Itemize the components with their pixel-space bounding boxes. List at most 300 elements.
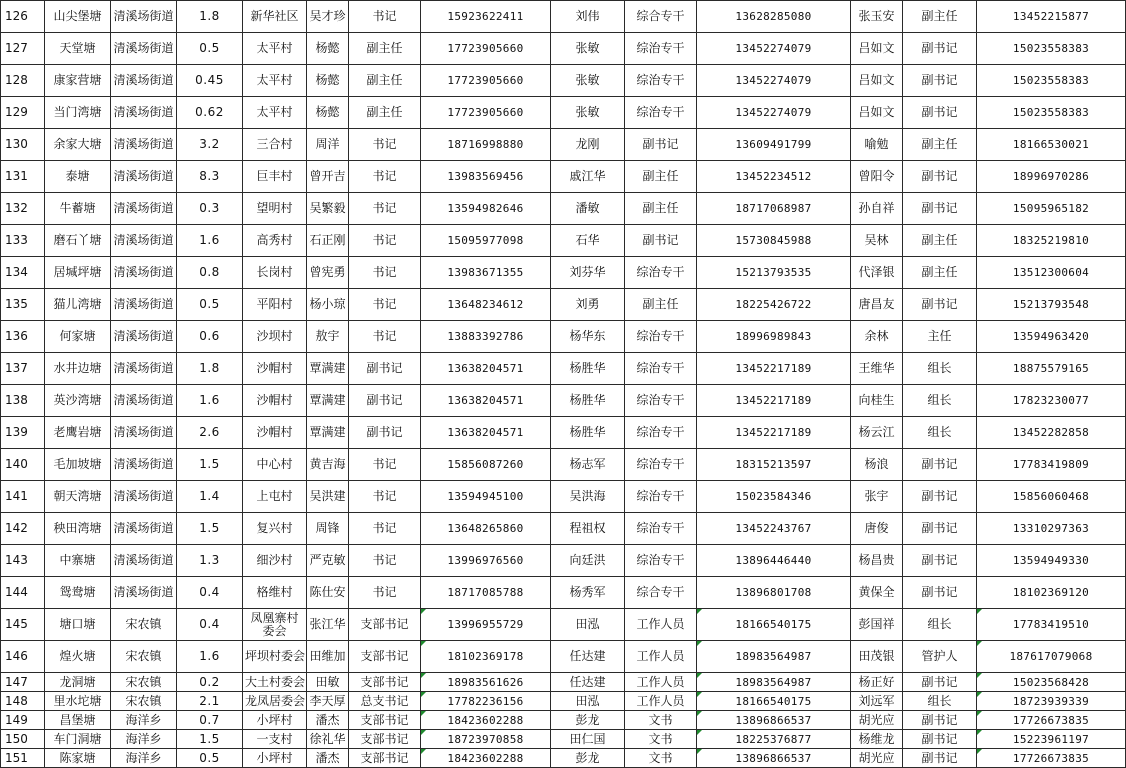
cell-officer-phone[interactable]: 18717068987	[697, 193, 851, 225]
cell-leader-phone[interactable]: 18716998880	[421, 129, 551, 161]
cell-town[interactable]: 清溪场街道	[111, 65, 177, 97]
cell-officer-name[interactable]: 任达建	[551, 673, 625, 692]
cell-pond-name[interactable]: 鸳鸯塘	[45, 577, 111, 609]
cell-leader-phone[interactable]: 13883392786	[421, 321, 551, 353]
cell-keeper-name[interactable]: 王维华	[851, 353, 903, 385]
cell-pond-name[interactable]: 煌火塘	[45, 641, 111, 673]
cell-keeper-name[interactable]: 杨浪	[851, 449, 903, 481]
cell-area[interactable]: 1.6	[177, 225, 243, 257]
cell-town[interactable]: 清溪场街道	[111, 97, 177, 129]
cell-leader-name[interactable]: 徐礼华	[307, 730, 349, 749]
cell-leader-title[interactable]: 书记	[349, 577, 421, 609]
cell-leader-phone[interactable]: 13983569456	[421, 161, 551, 193]
cell-village[interactable]: 三合村	[243, 129, 307, 161]
cell-row-number[interactable]: 151	[1, 749, 45, 768]
cell-village[interactable]: 太平村	[243, 65, 307, 97]
cell-row-number[interactable]: 140	[1, 449, 45, 481]
cell-pond-name[interactable]: 塘口塘	[45, 609, 111, 641]
cell-keeper-title[interactable]: 副书记	[903, 481, 977, 513]
cell-area[interactable]: 0.5	[177, 749, 243, 768]
cell-area[interactable]: 0.5	[177, 289, 243, 321]
cell-keeper-title[interactable]: 副书记	[903, 289, 977, 321]
cell-officer-title[interactable]: 副主任	[625, 193, 697, 225]
cell-village[interactable]: 龙凤居委会	[243, 692, 307, 711]
cell-officer-title[interactable]: 副书记	[625, 225, 697, 257]
cell-officer-phone[interactable]: 13896801708	[697, 577, 851, 609]
cell-keeper-name[interactable]: 余林	[851, 321, 903, 353]
cell-keeper-phone[interactable]: 18102369120	[977, 577, 1126, 609]
cell-keeper-phone[interactable]: 15023558383	[977, 65, 1126, 97]
cell-leader-title[interactable]: 副书记	[349, 417, 421, 449]
cell-pond-name[interactable]: 龙洞塘	[45, 673, 111, 692]
cell-keeper-phone[interactable]: 15023558383	[977, 33, 1126, 65]
cell-leader-phone[interactable]: 18723970858	[421, 730, 551, 749]
cell-keeper-name[interactable]: 杨昌贵	[851, 545, 903, 577]
cell-leader-phone[interactable]: 13648265860	[421, 513, 551, 545]
cell-officer-title[interactable]: 综治专干	[625, 481, 697, 513]
cell-pond-name[interactable]: 朝天湾塘	[45, 481, 111, 513]
cell-leader-name[interactable]: 张江华	[307, 609, 349, 641]
cell-area[interactable]: 1.5	[177, 513, 243, 545]
cell-town[interactable]: 清溪场街道	[111, 225, 177, 257]
cell-leader-name[interactable]: 石正刚	[307, 225, 349, 257]
cell-keeper-title[interactable]: 副主任	[903, 257, 977, 289]
cell-keeper-phone[interactable]: 13310297363	[977, 513, 1126, 545]
cell-row-number[interactable]: 132	[1, 193, 45, 225]
cell-town[interactable]: 清溪场街道	[111, 1, 177, 33]
cell-officer-title[interactable]: 副主任	[625, 161, 697, 193]
cell-row-number[interactable]: 134	[1, 257, 45, 289]
cell-officer-title[interactable]: 副书记	[625, 129, 697, 161]
cell-leader-name[interactable]: 曾宪勇	[307, 257, 349, 289]
cell-leader-phone[interactable]: 17782236156	[421, 692, 551, 711]
cell-town[interactable]: 清溪场街道	[111, 129, 177, 161]
cell-row-number[interactable]: 147	[1, 673, 45, 692]
cell-officer-title[interactable]: 综治专干	[625, 97, 697, 129]
cell-officer-title[interactable]: 综治专干	[625, 65, 697, 97]
cell-row-number[interactable]: 146	[1, 641, 45, 673]
cell-officer-name[interactable]: 向廷洪	[551, 545, 625, 577]
cell-town[interactable]: 清溪场街道	[111, 481, 177, 513]
cell-keeper-name[interactable]: 吕如文	[851, 97, 903, 129]
cell-keeper-title[interactable]: 副书记	[903, 161, 977, 193]
cell-town[interactable]: 宋农镇	[111, 692, 177, 711]
cell-row-number[interactable]: 142	[1, 513, 45, 545]
cell-officer-phone[interactable]: 13896866537	[697, 749, 851, 768]
cell-officer-title[interactable]: 综治专干	[625, 353, 697, 385]
cell-area[interactable]: 1.5	[177, 449, 243, 481]
cell-leader-title[interactable]: 书记	[349, 513, 421, 545]
cell-pond-name[interactable]: 磨石丫塘	[45, 225, 111, 257]
cell-officer-title[interactable]: 文书	[625, 749, 697, 768]
cell-leader-name[interactable]: 杨懿	[307, 97, 349, 129]
cell-leader-phone[interactable]: 13594982646	[421, 193, 551, 225]
cell-officer-title[interactable]: 综治专干	[625, 257, 697, 289]
cell-village[interactable]: 复兴村	[243, 513, 307, 545]
cell-keeper-phone[interactable]: 15213793548	[977, 289, 1126, 321]
cell-officer-name[interactable]: 杨秀军	[551, 577, 625, 609]
cell-officer-phone[interactable]: 18996989843	[697, 321, 851, 353]
cell-leader-phone[interactable]: 13638204571	[421, 353, 551, 385]
cell-keeper-title[interactable]: 管护人	[903, 641, 977, 673]
cell-keeper-name[interactable]: 吴林	[851, 225, 903, 257]
cell-town[interactable]: 清溪场街道	[111, 417, 177, 449]
cell-village[interactable]: 太平村	[243, 33, 307, 65]
cell-officer-title[interactable]: 综治专干	[625, 417, 697, 449]
cell-village[interactable]: 上屯村	[243, 481, 307, 513]
cell-officer-phone[interactable]: 18315213597	[697, 449, 851, 481]
cell-keeper-title[interactable]: 副书记	[903, 545, 977, 577]
cell-keeper-name[interactable]: 杨维龙	[851, 730, 903, 749]
cell-officer-phone[interactable]: 18166540175	[697, 692, 851, 711]
cell-leader-title[interactable]: 书记	[349, 321, 421, 353]
cell-keeper-phone[interactable]: 13452282858	[977, 417, 1126, 449]
cell-pond-name[interactable]: 猫儿湾塘	[45, 289, 111, 321]
cell-pond-name[interactable]: 英沙湾塘	[45, 385, 111, 417]
cell-keeper-title[interactable]: 副主任	[903, 1, 977, 33]
cell-officer-phone[interactable]: 13452274079	[697, 33, 851, 65]
cell-village[interactable]: 沙帽村	[243, 353, 307, 385]
cell-town[interactable]: 宋农镇	[111, 641, 177, 673]
cell-officer-phone[interactable]: 13452243767	[697, 513, 851, 545]
cell-keeper-phone[interactable]: 13452215877	[977, 1, 1126, 33]
cell-area[interactable]: 0.2	[177, 673, 243, 692]
cell-leader-name[interactable]: 敖宇	[307, 321, 349, 353]
cell-leader-name[interactable]: 田维加	[307, 641, 349, 673]
cell-keeper-phone[interactable]: 18875579165	[977, 353, 1126, 385]
cell-pond-name[interactable]: 车门洞塘	[45, 730, 111, 749]
cell-keeper-phone[interactable]: 13594949330	[977, 545, 1126, 577]
cell-keeper-phone[interactable]: 18166530021	[977, 129, 1126, 161]
cell-village[interactable]: 太平村	[243, 97, 307, 129]
cell-keeper-phone[interactable]: 13594963420	[977, 321, 1126, 353]
cell-area[interactable]: 1.6	[177, 385, 243, 417]
cell-leader-title[interactable]: 书记	[349, 225, 421, 257]
cell-town[interactable]: 清溪场街道	[111, 545, 177, 577]
cell-officer-phone[interactable]: 18225426722	[697, 289, 851, 321]
cell-officer-phone[interactable]: 18166540175	[697, 609, 851, 641]
cell-officer-title[interactable]: 综治专干	[625, 33, 697, 65]
cell-town[interactable]: 清溪场街道	[111, 449, 177, 481]
cell-area[interactable]: 1.6	[177, 641, 243, 673]
cell-officer-name[interactable]: 张敏	[551, 65, 625, 97]
cell-row-number[interactable]: 145	[1, 609, 45, 641]
cell-officer-title[interactable]: 文书	[625, 730, 697, 749]
cell-officer-name[interactable]: 张敏	[551, 97, 625, 129]
cell-leader-name[interactable]: 陈仕安	[307, 577, 349, 609]
cell-officer-phone[interactable]: 13452274079	[697, 97, 851, 129]
cell-leader-title[interactable]: 副书记	[349, 353, 421, 385]
cell-pond-name[interactable]: 天堂塘	[45, 33, 111, 65]
cell-leader-title[interactable]: 书记	[349, 129, 421, 161]
cell-pond-name[interactable]: 当门湾塘	[45, 97, 111, 129]
cell-leader-title[interactable]: 副主任	[349, 97, 421, 129]
cell-officer-phone[interactable]: 13452274079	[697, 65, 851, 97]
cell-area[interactable]: 1.5	[177, 730, 243, 749]
cell-leader-title[interactable]: 支部书记	[349, 609, 421, 641]
cell-keeper-name[interactable]: 曾阳令	[851, 161, 903, 193]
cell-area[interactable]: 1.3	[177, 545, 243, 577]
cell-officer-title[interactable]: 综合专干	[625, 577, 697, 609]
cell-leader-name[interactable]: 杨小琼	[307, 289, 349, 321]
cell-keeper-title[interactable]: 组长	[903, 385, 977, 417]
cell-officer-title[interactable]: 综治专干	[625, 513, 697, 545]
cell-keeper-title[interactable]: 副书记	[903, 449, 977, 481]
cell-officer-name[interactable]: 吴洪海	[551, 481, 625, 513]
cell-row-number[interactable]: 139	[1, 417, 45, 449]
cell-keeper-title[interactable]: 副书记	[903, 577, 977, 609]
cell-leader-phone[interactable]: 18102369178	[421, 641, 551, 673]
cell-keeper-name[interactable]: 彭国祥	[851, 609, 903, 641]
cell-leader-name[interactable]: 田敏	[307, 673, 349, 692]
cell-row-number[interactable]: 150	[1, 730, 45, 749]
cell-leader-title[interactable]: 支部书记	[349, 749, 421, 768]
cell-officer-name[interactable]: 戚江华	[551, 161, 625, 193]
cell-leader-phone[interactable]: 18717085788	[421, 577, 551, 609]
cell-row-number[interactable]: 126	[1, 1, 45, 33]
cell-leader-title[interactable]: 书记	[349, 289, 421, 321]
cell-row-number[interactable]: 129	[1, 97, 45, 129]
cell-pond-name[interactable]: 泰塘	[45, 161, 111, 193]
cell-leader-name[interactable]: 黄吉海	[307, 449, 349, 481]
cell-row-number[interactable]: 137	[1, 353, 45, 385]
cell-village[interactable]: 格维村	[243, 577, 307, 609]
cell-leader-phone[interactable]: 17723905660	[421, 97, 551, 129]
cell-leader-name[interactable]: 潘杰	[307, 749, 349, 768]
cell-keeper-title[interactable]: 组长	[903, 692, 977, 711]
cell-village[interactable]: 望明村	[243, 193, 307, 225]
cell-village[interactable]: 沙帽村	[243, 385, 307, 417]
cell-town[interactable]: 海洋乡	[111, 730, 177, 749]
cell-area[interactable]: 0.3	[177, 193, 243, 225]
cell-leader-title[interactable]: 书记	[349, 161, 421, 193]
cell-leader-name[interactable]: 曾开吉	[307, 161, 349, 193]
cell-leader-title[interactable]: 副主任	[349, 33, 421, 65]
cell-leader-name[interactable]: 周锋	[307, 513, 349, 545]
cell-village[interactable]: 中心村	[243, 449, 307, 481]
cell-town[interactable]: 海洋乡	[111, 711, 177, 730]
cell-area[interactable]: 0.6	[177, 321, 243, 353]
cell-leader-name[interactable]: 李天厚	[307, 692, 349, 711]
cell-town[interactable]: 清溪场街道	[111, 161, 177, 193]
cell-leader-name[interactable]: 严克敏	[307, 545, 349, 577]
cell-area[interactable]: 0.7	[177, 711, 243, 730]
cell-pond-name[interactable]: 中寨塘	[45, 545, 111, 577]
cell-pond-name[interactable]: 山尖堡塘	[45, 1, 111, 33]
cell-officer-name[interactable]: 杨胜华	[551, 385, 625, 417]
cell-keeper-phone[interactable]: 15023568428	[977, 673, 1126, 692]
cell-area[interactable]: 0.5	[177, 33, 243, 65]
cell-keeper-phone[interactable]: 17726673835	[977, 711, 1126, 730]
cell-keeper-name[interactable]: 张玉安	[851, 1, 903, 33]
cell-village[interactable]: 小坪村	[243, 711, 307, 730]
cell-keeper-title[interactable]: 副书记	[903, 65, 977, 97]
cell-keeper-phone[interactable]: 18723939339	[977, 692, 1126, 711]
cell-row-number[interactable]: 131	[1, 161, 45, 193]
cell-row-number[interactable]: 128	[1, 65, 45, 97]
cell-keeper-name[interactable]: 胡光应	[851, 711, 903, 730]
cell-leader-phone[interactable]: 13638204571	[421, 385, 551, 417]
cell-keeper-phone[interactable]: 17823230077	[977, 385, 1126, 417]
cell-officer-title[interactable]: 综合专干	[625, 1, 697, 33]
cell-town[interactable]: 海洋乡	[111, 749, 177, 768]
cell-village[interactable]: 巨丰村	[243, 161, 307, 193]
cell-leader-title[interactable]: 支部书记	[349, 641, 421, 673]
cell-keeper-title[interactable]: 副主任	[903, 129, 977, 161]
cell-keeper-title[interactable]: 副书记	[903, 749, 977, 768]
cell-officer-name[interactable]: 杨华东	[551, 321, 625, 353]
cell-leader-name[interactable]: 周洋	[307, 129, 349, 161]
cell-officer-phone[interactable]: 13896446440	[697, 545, 851, 577]
cell-pond-name[interactable]: 毛加坡塘	[45, 449, 111, 481]
cell-row-number[interactable]: 136	[1, 321, 45, 353]
cell-area[interactable]: 1.8	[177, 353, 243, 385]
cell-keeper-phone[interactable]: 18325219810	[977, 225, 1126, 257]
cell-officer-name[interactable]: 彭龙	[551, 749, 625, 768]
cell-keeper-name[interactable]: 唐昌友	[851, 289, 903, 321]
cell-leader-name[interactable]: 吴才珍	[307, 1, 349, 33]
cell-pond-name[interactable]: 水井边塘	[45, 353, 111, 385]
cell-town[interactable]: 清溪场街道	[111, 513, 177, 545]
cell-pond-name[interactable]: 陈家塘	[45, 749, 111, 768]
cell-officer-name[interactable]: 龙刚	[551, 129, 625, 161]
cell-keeper-title[interactable]: 副书记	[903, 711, 977, 730]
cell-pond-name[interactable]: 康家营塘	[45, 65, 111, 97]
cell-pond-name[interactable]: 居堿坪塘	[45, 257, 111, 289]
cell-keeper-phone[interactable]: 17783419809	[977, 449, 1126, 481]
cell-area[interactable]: 0.45	[177, 65, 243, 97]
cell-officer-name[interactable]: 田泓	[551, 692, 625, 711]
cell-officer-title[interactable]: 工作人员	[625, 641, 697, 673]
cell-leader-phone[interactable]: 18423602288	[421, 749, 551, 768]
cell-row-number[interactable]: 149	[1, 711, 45, 730]
cell-keeper-phone[interactable]: 15023558383	[977, 97, 1126, 129]
cell-leader-phone[interactable]: 17723905660	[421, 65, 551, 97]
cell-leader-phone[interactable]: 17723905660	[421, 33, 551, 65]
cell-pond-name[interactable]: 里水坨塘	[45, 692, 111, 711]
cell-officer-phone[interactable]: 13452217189	[697, 385, 851, 417]
cell-leader-title[interactable]: 副主任	[349, 65, 421, 97]
cell-leader-name[interactable]: 覃满建	[307, 385, 349, 417]
cell-officer-phone[interactable]: 18225376877	[697, 730, 851, 749]
cell-keeper-name[interactable]: 杨云江	[851, 417, 903, 449]
cell-town[interactable]: 宋农镇	[111, 609, 177, 641]
cell-row-number[interactable]: 127	[1, 33, 45, 65]
cell-leader-phone[interactable]: 13594945100	[421, 481, 551, 513]
cell-town[interactable]: 清溪场街道	[111, 385, 177, 417]
cell-officer-name[interactable]: 杨胜华	[551, 417, 625, 449]
cell-leader-name[interactable]: 杨懿	[307, 33, 349, 65]
cell-village[interactable]: 大土村委会	[243, 673, 307, 692]
cell-town[interactable]: 宋农镇	[111, 673, 177, 692]
cell-keeper-title[interactable]: 副书记	[903, 730, 977, 749]
cell-leader-title[interactable]: 书记	[349, 545, 421, 577]
cell-keeper-phone[interactable]: 17783419510	[977, 609, 1126, 641]
cell-town[interactable]: 清溪场街道	[111, 353, 177, 385]
cell-officer-title[interactable]: 综治专干	[625, 449, 697, 481]
cell-officer-name[interactable]: 彭龙	[551, 711, 625, 730]
cell-keeper-name[interactable]: 向桂生	[851, 385, 903, 417]
cell-row-number[interactable]: 143	[1, 545, 45, 577]
cell-row-number[interactable]: 141	[1, 481, 45, 513]
cell-keeper-phone[interactable]: 18996970286	[977, 161, 1126, 193]
cell-row-number[interactable]: 144	[1, 577, 45, 609]
cell-leader-title[interactable]: 支部书记	[349, 730, 421, 749]
cell-keeper-title[interactable]: 组长	[903, 417, 977, 449]
cell-keeper-title[interactable]: 副书记	[903, 513, 977, 545]
cell-leader-name[interactable]: 杨懿	[307, 65, 349, 97]
cell-keeper-phone[interactable]: 15856060468	[977, 481, 1126, 513]
cell-officer-name[interactable]: 程祖权	[551, 513, 625, 545]
cell-keeper-title[interactable]: 主任	[903, 321, 977, 353]
cell-leader-title[interactable]: 书记	[349, 193, 421, 225]
cell-officer-phone[interactable]: 15213793535	[697, 257, 851, 289]
cell-row-number[interactable]: 138	[1, 385, 45, 417]
cell-town[interactable]: 清溪场街道	[111, 289, 177, 321]
cell-leader-name[interactable]: 覃满建	[307, 417, 349, 449]
cell-leader-title[interactable]: 支部书记	[349, 711, 421, 730]
cell-village[interactable]: 小坪村	[243, 749, 307, 768]
cell-leader-phone[interactable]: 13638204571	[421, 417, 551, 449]
cell-officer-name[interactable]: 石华	[551, 225, 625, 257]
cell-village[interactable]: 沙坝村	[243, 321, 307, 353]
cell-keeper-title[interactable]: 副书记	[903, 193, 977, 225]
cell-keeper-title[interactable]: 组长	[903, 609, 977, 641]
cell-village[interactable]: 凤凰寨村委会	[243, 609, 307, 641]
cell-row-number[interactable]: 130	[1, 129, 45, 161]
cell-officer-title[interactable]: 工作人员	[625, 673, 697, 692]
cell-leader-title[interactable]: 书记	[349, 257, 421, 289]
cell-village[interactable]: 细沙村	[243, 545, 307, 577]
cell-village[interactable]: 高秀村	[243, 225, 307, 257]
cell-officer-phone[interactable]: 18983564987	[697, 673, 851, 692]
cell-keeper-name[interactable]: 唐俊	[851, 513, 903, 545]
cell-pond-name[interactable]: 余家大塘	[45, 129, 111, 161]
cell-officer-name[interactable]: 田泓	[551, 609, 625, 641]
cell-keeper-name[interactable]: 吕如文	[851, 65, 903, 97]
cell-officer-title[interactable]: 工作人员	[625, 609, 697, 641]
cell-leader-name[interactable]: 潘杰	[307, 711, 349, 730]
cell-keeper-title[interactable]: 副书记	[903, 97, 977, 129]
cell-officer-title[interactable]: 文书	[625, 711, 697, 730]
cell-keeper-name[interactable]: 刘远军	[851, 692, 903, 711]
cell-officer-phone[interactable]: 13896866537	[697, 711, 851, 730]
cell-leader-name[interactable]: 吴繁毅	[307, 193, 349, 225]
cell-area[interactable]: 3.2	[177, 129, 243, 161]
cell-village[interactable]: 一支村	[243, 730, 307, 749]
cell-officer-name[interactable]: 张敏	[551, 33, 625, 65]
cell-keeper-title[interactable]: 副书记	[903, 673, 977, 692]
cell-keeper-title[interactable]: 副书记	[903, 33, 977, 65]
cell-village[interactable]: 坪坝村委会	[243, 641, 307, 673]
cell-area[interactable]: 0.4	[177, 577, 243, 609]
cell-keeper-title[interactable]: 组长	[903, 353, 977, 385]
cell-officer-name[interactable]: 杨胜华	[551, 353, 625, 385]
cell-keeper-name[interactable]: 代泽银	[851, 257, 903, 289]
cell-officer-phone[interactable]: 18983564987	[697, 641, 851, 673]
cell-village[interactable]: 长岗村	[243, 257, 307, 289]
cell-village[interactable]: 平阳村	[243, 289, 307, 321]
cell-leader-phone[interactable]: 15923622411	[421, 1, 551, 33]
cell-officer-phone[interactable]: 13452217189	[697, 353, 851, 385]
cell-pond-name[interactable]: 何家塘	[45, 321, 111, 353]
cell-area[interactable]: 2.6	[177, 417, 243, 449]
cell-leader-title[interactable]: 总支书记	[349, 692, 421, 711]
cell-leader-phone[interactable]: 18423602288	[421, 711, 551, 730]
cell-keeper-name[interactable]: 吕如文	[851, 33, 903, 65]
cell-leader-phone[interactable]: 13996955729	[421, 609, 551, 641]
cell-town[interactable]: 清溪场街道	[111, 33, 177, 65]
